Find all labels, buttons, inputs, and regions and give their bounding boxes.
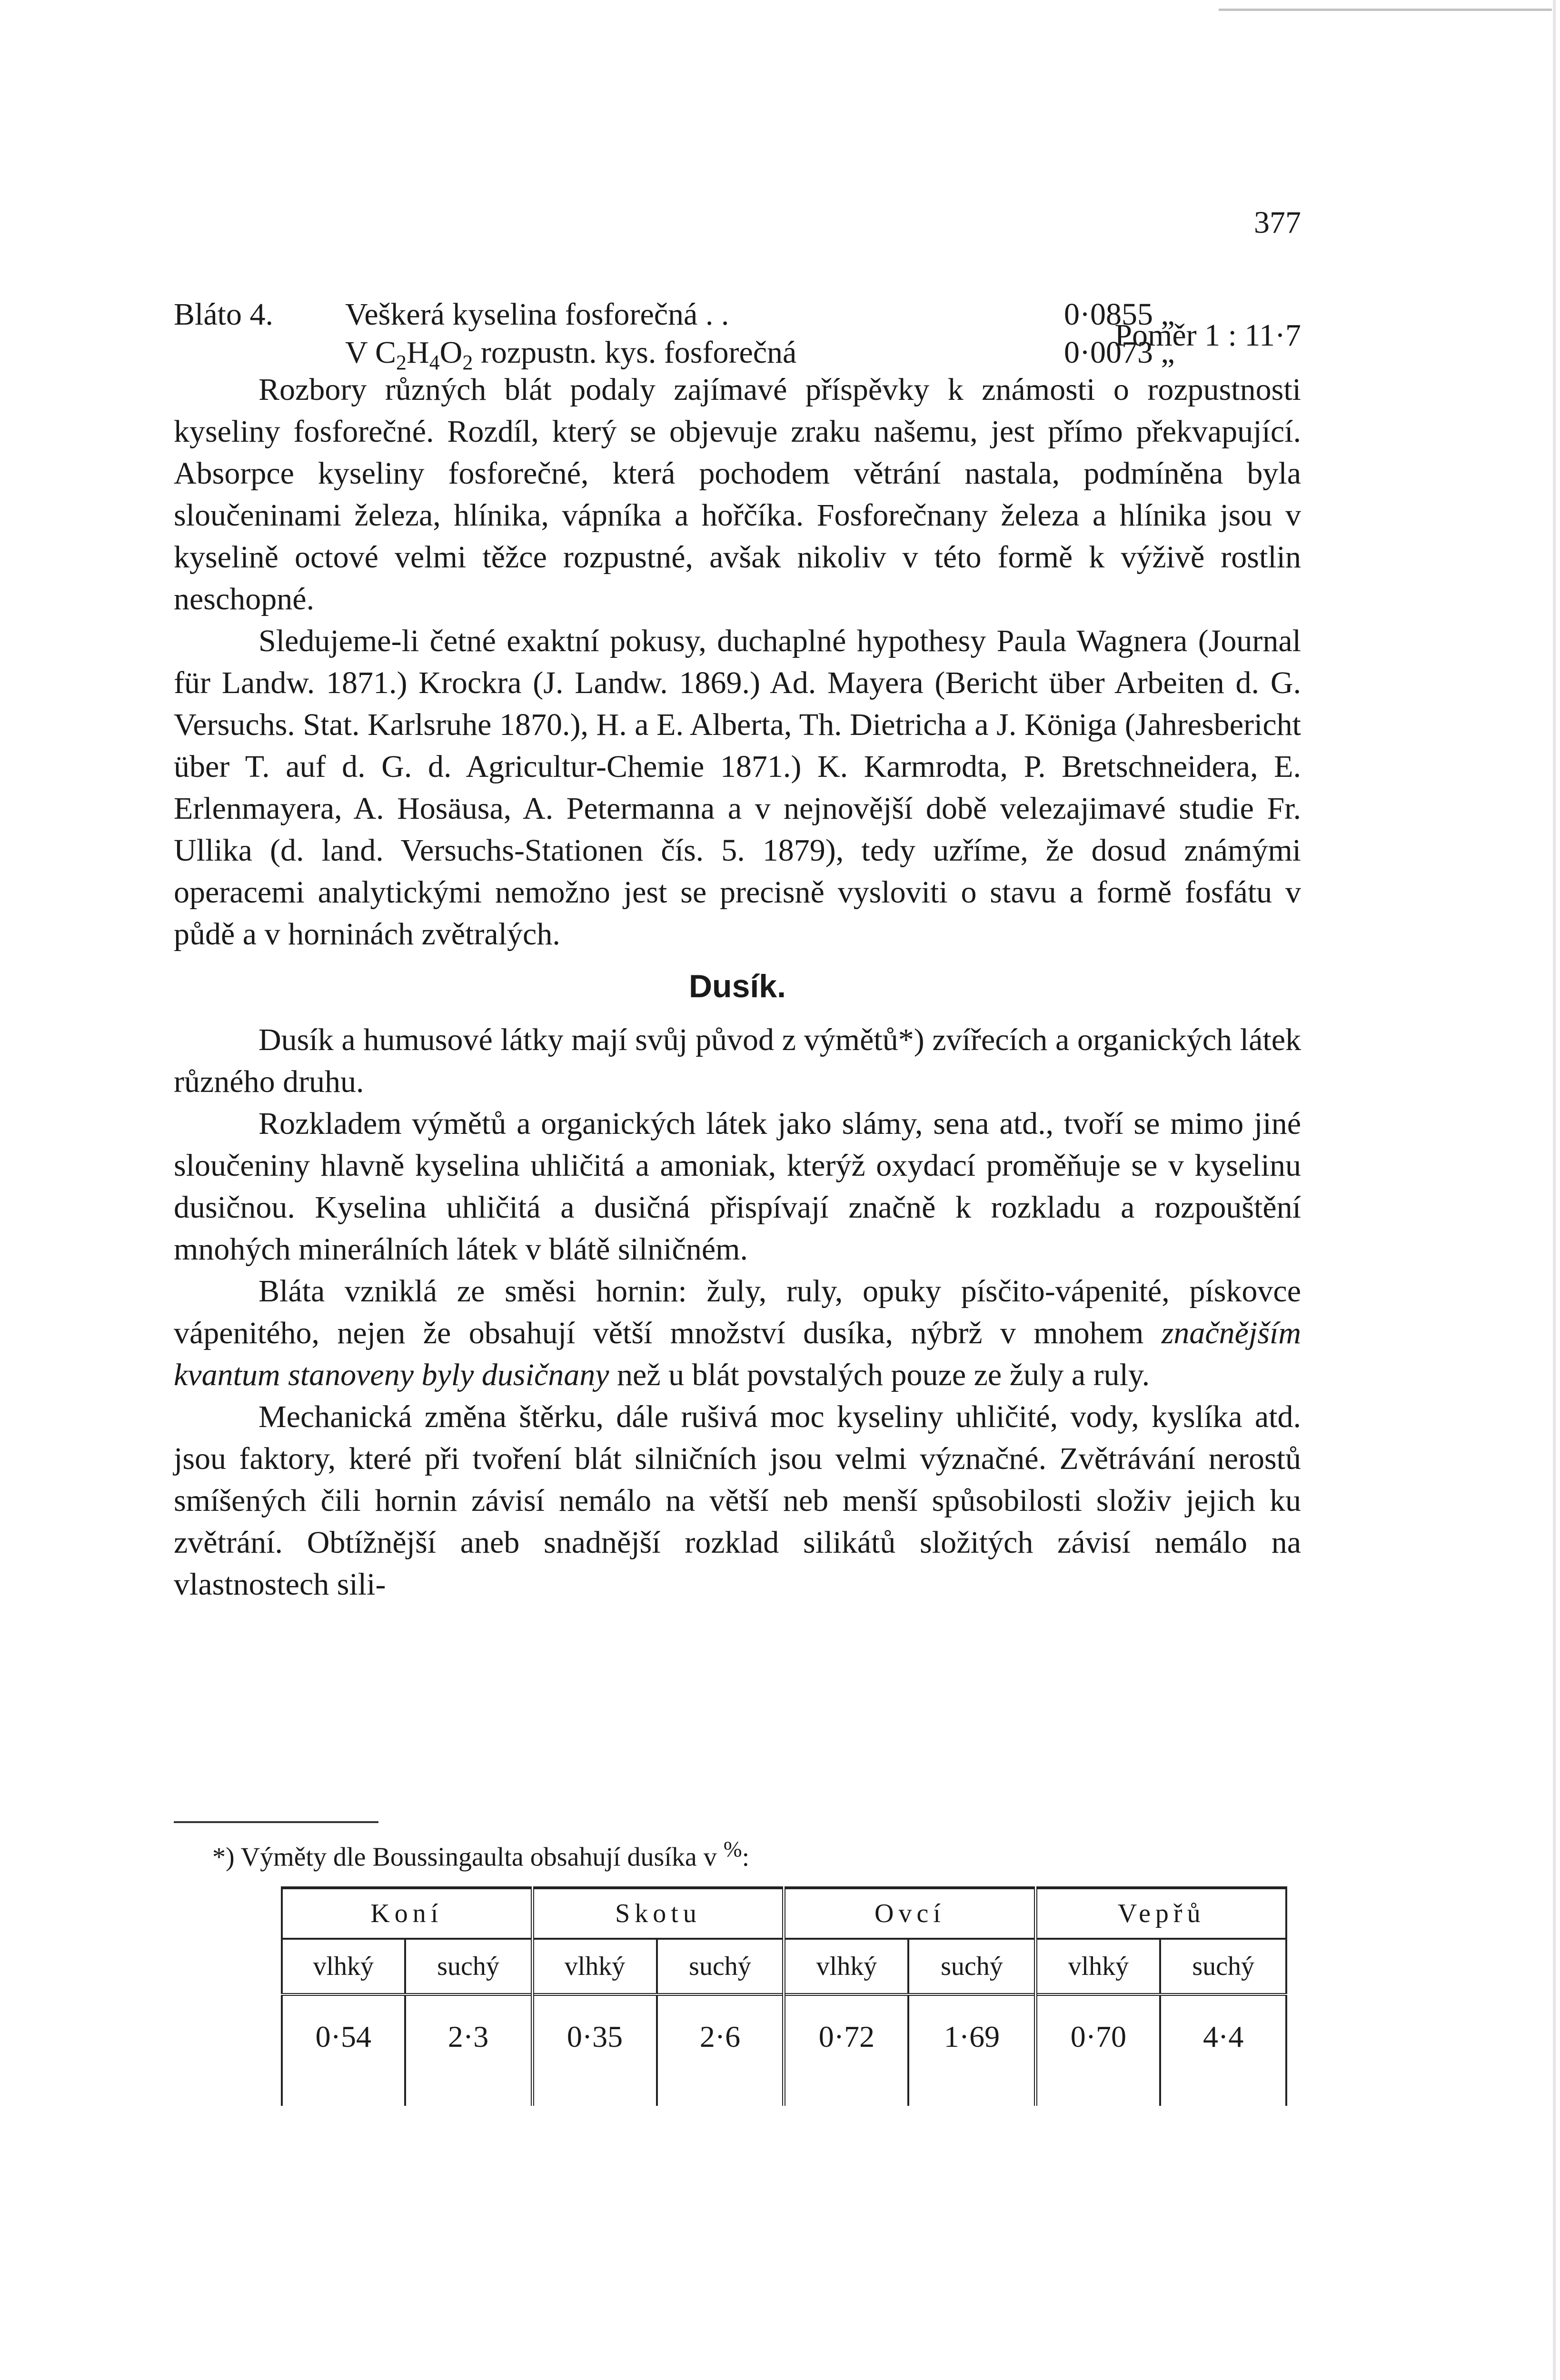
paragraph-mechanicka: Mechanická změna štěrku, dále rušivá moc kyseliny uhličité, vody, kyslíka atd. jsou faktory, které při tvoření blát silničních jsou velmi význačné. Zvětrávání nerostů smíšených čili hornin závisí nemálo na větší neb menší spůsobilosti složiv jejich ku zvětrání. Obtížnější aneb snadnější rozklad silikátů složitých závisí nemálo na vlastnostech sili- <box>174 1399 1301 1602</box>
subheader-cell: vlhký <box>532 1939 656 1994</box>
paragraph-rozbory: Rozbory různých blát podaly zajímavé příspěvky k známosti o rozpustnosti kyseliny fosforečné. Rozdíl, který se objevuje zraku našemu, jest přímo překvapující. Absorpce kyseliny fosforečné, která pochodem větrání nastala, podmíněna byla sloučeninami železa, hlínika, vápníka a hořčíka. Fosforečnany železa a hlínika jsou v kyselině octové velmi těžce rozpustné, avšak nikoliv v této formě k výživě rostlin neschopné. <box>174 372 1301 616</box>
value-cell: 0·72 <box>784 1994 908 2106</box>
paragraph-dusik-puvod: Dusík a humusové látky mají svůj původ z výmětů*) zvířecích a organických látek různého druhu. <box>174 1022 1301 1099</box>
mud4-line2-value: 0·0073 „ <box>1064 335 1175 370</box>
group-koni: Koní <box>282 1888 532 1939</box>
value-cell: 0·35 <box>532 1994 656 2106</box>
section-heading-dusik: Dusík. <box>688 968 786 1004</box>
value-cell: 1·69 <box>908 1994 1035 2106</box>
subheader-cell: suchý <box>1160 1939 1286 1994</box>
subheader-cell: suchý <box>405 1939 532 1994</box>
mud4-line2-text: V $C_2H_4O_2$ rozpustn. kys. fosforečná <box>345 335 797 375</box>
subheader-cell: suchý <box>657 1939 784 1994</box>
value-cell: 0·70 <box>1036 1994 1160 2106</box>
subheader-cell: vlhký <box>784 1939 908 1994</box>
paragraph-blata: Bláta vzniklá ze směsi hornin: žuly, ruly, opuky písčito-vápenité, pískovce vápenitého, nejen že obsahují větší množství dusíka, nýbrž v mnohem značnějším kvantum stanoveny byly dusičnany než u blát povstalých pouze ze žuly a ruly. <box>174 1274 1301 1392</box>
footnote-text: *) Výměty dle Boussingaulta obsahují dusíka v %: <box>212 1837 750 1872</box>
value-cell: 0·54 <box>282 1994 405 2106</box>
value-cell: 2·6 <box>657 1994 784 2106</box>
mud4-line1-text: Veškerá kyselina fosforečná . . <box>345 297 729 332</box>
group-vepru: Vepřů <box>1036 1888 1286 1939</box>
body-text <box>174 369 1301 1606</box>
subheader-cell: suchý <box>908 1939 1035 1994</box>
paragraph-rozkladem: Rozkladem výmětů a organických látek jako slámy, sena atd., tvoří se mimo jiné sloučeniny hlavně kyselina uhličitá a amoniak, kterýž oxydací proměňuje se v kyselinu dusičnou. Kyselina uhličitá a dusičná přispívají značně k rozkladu a rozpouštění mnohých minerálních látek v blátě silničném. <box>174 1106 1301 1267</box>
page-edge-mark <box>1219 9 1552 15</box>
mud4-ratio: Poměr 1 : 11·7 <box>1114 318 1301 353</box>
page-edge <box>1553 0 1556 2380</box>
value-cell: 4·4 <box>1160 1994 1286 2106</box>
nitrogen-table <box>281 1886 1287 2106</box>
subheader-cell: vlhký <box>1036 1939 1160 1994</box>
mud4-line1-value: 0·0855 „ <box>1064 297 1175 332</box>
emphasis-dusicnany: značnějším kvantum stanoveny byly dusičnany <box>174 1316 1301 1392</box>
footnote-rule <box>174 1821 378 1823</box>
subheader-cell: vlhký <box>282 1939 405 1994</box>
group-skotu: Skotu <box>532 1888 784 1939</box>
group-ovci: Ovcí <box>784 1888 1036 1939</box>
mud4-analysis <box>174 288 1301 375</box>
mud4-label: Bláto 4. <box>174 297 273 332</box>
paragraph-sledujeme: Sledujeme-li četné exaktní pokusy, duchaplné hypothesy Paula Wagnera (Journal für Landw. 1871.) Krockra (J. Landw. 1869.) Ad. Mayera (Bericht über Arbeiten d. G. Versuchs. Stat. Karlsruhe 1870.), H. a E. Alberta, Th. Dietricha a J. Königa (Jahresbericht über T. auf d. G. d. Agricultur-Chemie 1871.) K. Karmrodta, P. Bretschneidera, E. Erlenmayera, A. Hosäusa, A. Petermanna a v nejnovější době velezajimavé studie Fr. Ullika (d. land. Versuchs-Stationen čís. 5. 1879), tedy uzříme, že dosud známými operacemi analytickými nemožno jest se precisně vysloviti o stavu a formě fosfátu v půdě a v horninách zvětralých. <box>174 624 1301 952</box>
value-cell: 2·3 <box>405 1994 532 2106</box>
page-number: 377 <box>1254 205 1301 240</box>
